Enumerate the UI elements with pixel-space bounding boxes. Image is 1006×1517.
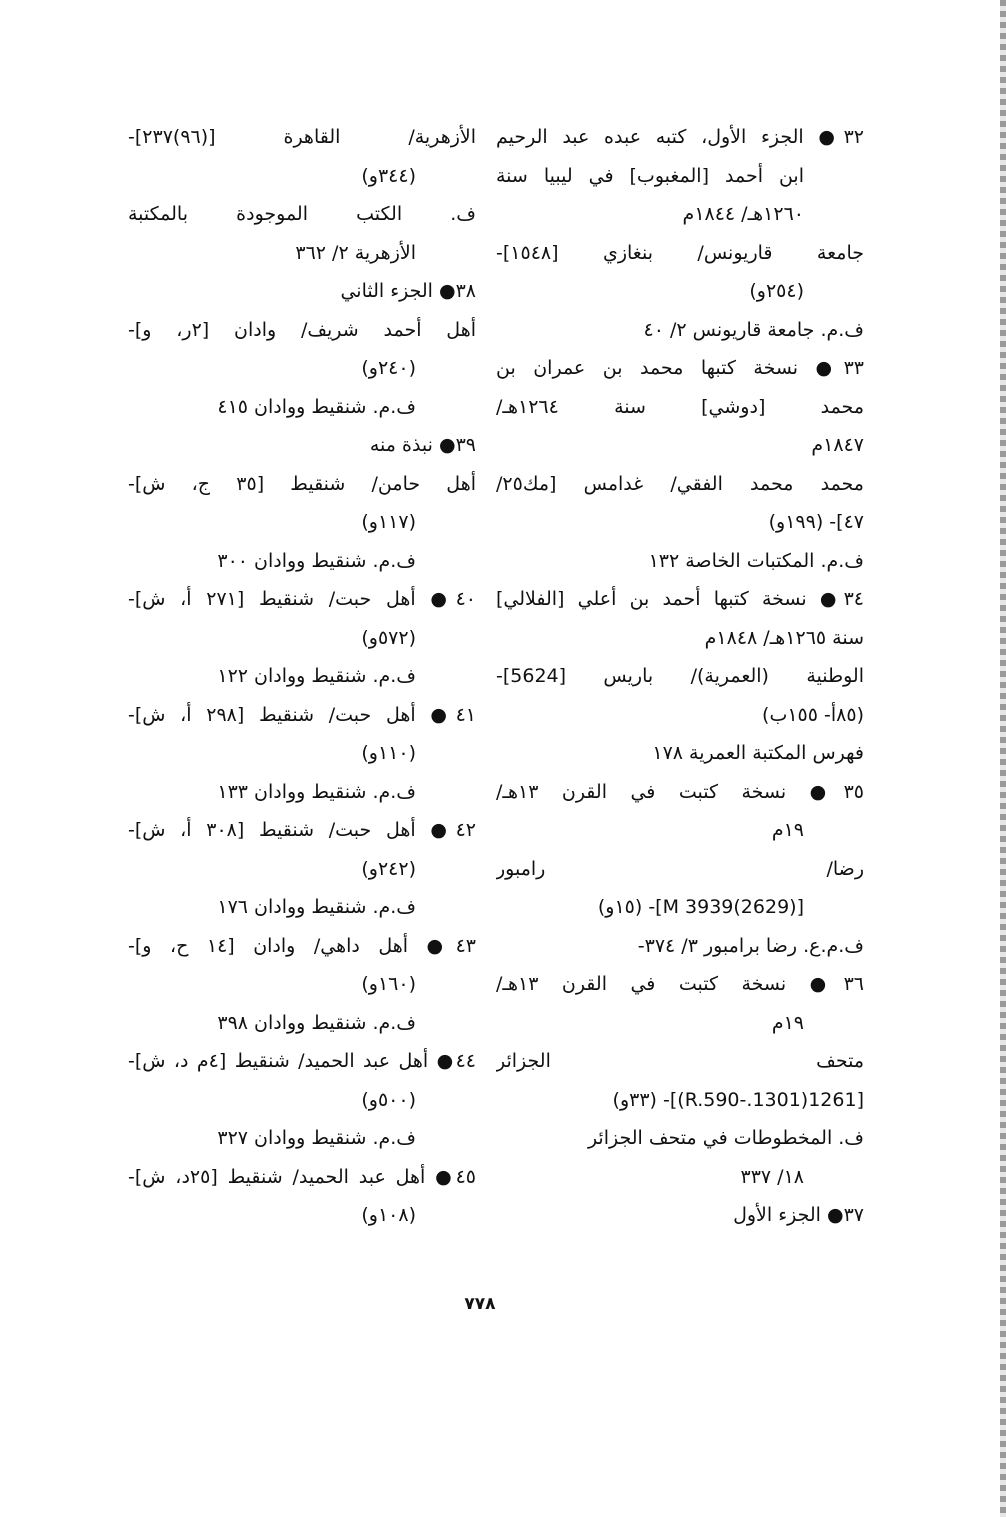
entry-39-folios: (١١٧و) xyxy=(361,511,416,533)
entry-34-title: ٣٤● نسخة كتبها أحمد بن أعلي [الفلالي] xyxy=(496,588,864,610)
entry-35-date: ١٩م xyxy=(771,819,804,841)
entry-37-folios: (٣٤٤و) xyxy=(361,164,416,187)
entry-42-title: ٤٢● أهل حبت/ شنقيط [٣٠٨ أ، ش]- xyxy=(128,819,476,841)
entry-40-reference: ف.م. شنقيط ووادان ١٢٢ xyxy=(217,665,416,687)
entry-37-title: ٣٧● الجزء الأول xyxy=(733,1204,864,1226)
entry-34-folios: (٨٥أ- ١٥٥ب) xyxy=(762,703,864,726)
entry-42-reference: ف.م. شنقيط ووادان ١٧٦ xyxy=(217,896,416,918)
entry-38-library: أهل أحمد شريف/ وادان [٢ر، و]- xyxy=(128,318,476,341)
entry-35-library: رضا/ رامبور xyxy=(496,857,864,880)
scan-edge xyxy=(1000,0,1006,1517)
entry-32-library: جامعة قاريونس/ بنغازي [١٥٤٨]- xyxy=(496,241,864,264)
entry-32-reference: ف.م. جامعة قاريونس ٢/ ٤٠ xyxy=(643,318,864,341)
entry-37-reference: ف. الكتب الموجودة بالمكتبة xyxy=(128,203,476,225)
entry-40-folios: (٥٧٢و) xyxy=(361,626,416,649)
entry-33-library: محمد محمد الفقي/ غدامس [مك٢٥/ xyxy=(496,472,864,495)
entry-36-reference-cont: ١٨/ ٣٣٧ xyxy=(740,1165,804,1188)
entry-37-library: الأزهرية/ القاهرة [(٩٦)٢٣٧]- xyxy=(128,126,476,148)
entry-36-title: ٣٦● نسخة كتبت في القرن ١٣هـ/ xyxy=(496,973,864,995)
entry-41-folios: (١١٠و) xyxy=(361,742,416,764)
entry-45-folios: (١٠٨و) xyxy=(361,1204,416,1226)
entry-32-copyist: ابن أحمد [المغبوب] في ليبيا سنة xyxy=(496,164,804,187)
entry-32-folios: (٢٥٤و) xyxy=(749,280,804,302)
entry-33-folios: ٤٧]- (١٩٩و) xyxy=(768,511,864,533)
entry-34-date: سنة ١٢٦٥هـ/ ١٨٤٨م xyxy=(704,626,864,649)
entry-43-folios: (١٦٠و) xyxy=(361,973,416,995)
entry-33-title: ٣٣● نسخة كتبها محمد بن عمران بن xyxy=(496,357,864,379)
entry-36-reference: ف. المخطوطات في متحف الجزائر xyxy=(587,1127,864,1149)
entry-35-reference: ف.م.ع. رضا برامبور ٣/ ٣٧٤- xyxy=(637,934,864,957)
entry-32-date: ١٢٦٠هـ/ ١٨٤٤م xyxy=(682,203,804,225)
entry-43-reference: ف.م. شنقيط ووادان ٣٩٨ xyxy=(217,1011,416,1034)
entry-32-title: ٣٢● الجزء الأول، كتبه عبده عبد الرحيم xyxy=(496,126,864,148)
entry-35-folios: [M 3939(2629)]- (١٥و) xyxy=(597,896,804,918)
left-column xyxy=(128,118,476,1235)
entry-38-reference: ف.م. شنقيط ووادان ٤١٥ xyxy=(217,395,416,418)
entry-41-title: ٤١● أهل حبت/ شنقيط [٢٩٨ أ، ش]- xyxy=(128,703,476,726)
page-number: ٧٧٨ xyxy=(464,1294,496,1314)
entry-38-folios: (٢٤٠و) xyxy=(361,357,416,379)
entry-44-folios: (٥٠٠و) xyxy=(361,1088,416,1111)
entry-39-reference: ف.م. شنقيط ووادان ٣٠٠ xyxy=(217,549,416,572)
entry-34-reference: فهرس المكتبة العمرية ١٧٨ xyxy=(652,742,864,764)
entry-36-date: ١٩م xyxy=(771,1011,804,1034)
entry-38-title: ٣٨● الجزء الثاني xyxy=(340,280,476,302)
entry-39-title: ٣٩● نبذة منه xyxy=(369,434,476,456)
entry-36-folios: [1261(1301.-R.590)]- (٣٣و) xyxy=(612,1088,864,1111)
entry-41-reference: ف.م. شنقيط ووادان ١٣٣ xyxy=(217,780,416,803)
entry-35-title: ٣٥● نسخة كتبت في القرن ١٣هـ/ xyxy=(496,780,864,803)
entry-44-title: ٤٤● أهل عبد الحميد/ شنقيط [٤م د، ش]- xyxy=(128,1050,476,1072)
entry-33-copyist: محمد [دوشي] سنة ١٢٦٤هـ/ xyxy=(496,395,864,418)
entry-45-title: ٤٥● أهل عبد الحميد/ شنقيط [٢٥د، ش]- xyxy=(128,1165,476,1188)
entry-40-title: ٤٠● أهل حبت/ شنقيط [٢٧١ أ، ش]- xyxy=(128,588,476,610)
entry-43-title: ٤٣● أهل داهي/ وادان [١٤ ح، و]- xyxy=(128,934,476,957)
right-column xyxy=(496,118,864,1235)
entry-42-folios: (٢٤٢و) xyxy=(361,857,416,880)
entry-34-library: الوطنية (العمرية)/ باريس [5624]- xyxy=(496,665,864,687)
entry-33-date: ١٨٤٧م xyxy=(811,434,864,456)
entry-44-reference: ف.م. شنقيط ووادان ٣٢٧ xyxy=(217,1127,416,1149)
entry-33-reference: ف.م. المكتبات الخاصة ١٣٢ xyxy=(648,549,864,572)
entry-36-library: متحف الجزائر xyxy=(496,1050,864,1072)
entry-37-reference-cont: الأزهرية ٢/ ٣٦٢ xyxy=(295,241,416,264)
entry-39-library: أهل حامن/ شنقيط [٣٥ ج، ش]- xyxy=(128,472,476,495)
